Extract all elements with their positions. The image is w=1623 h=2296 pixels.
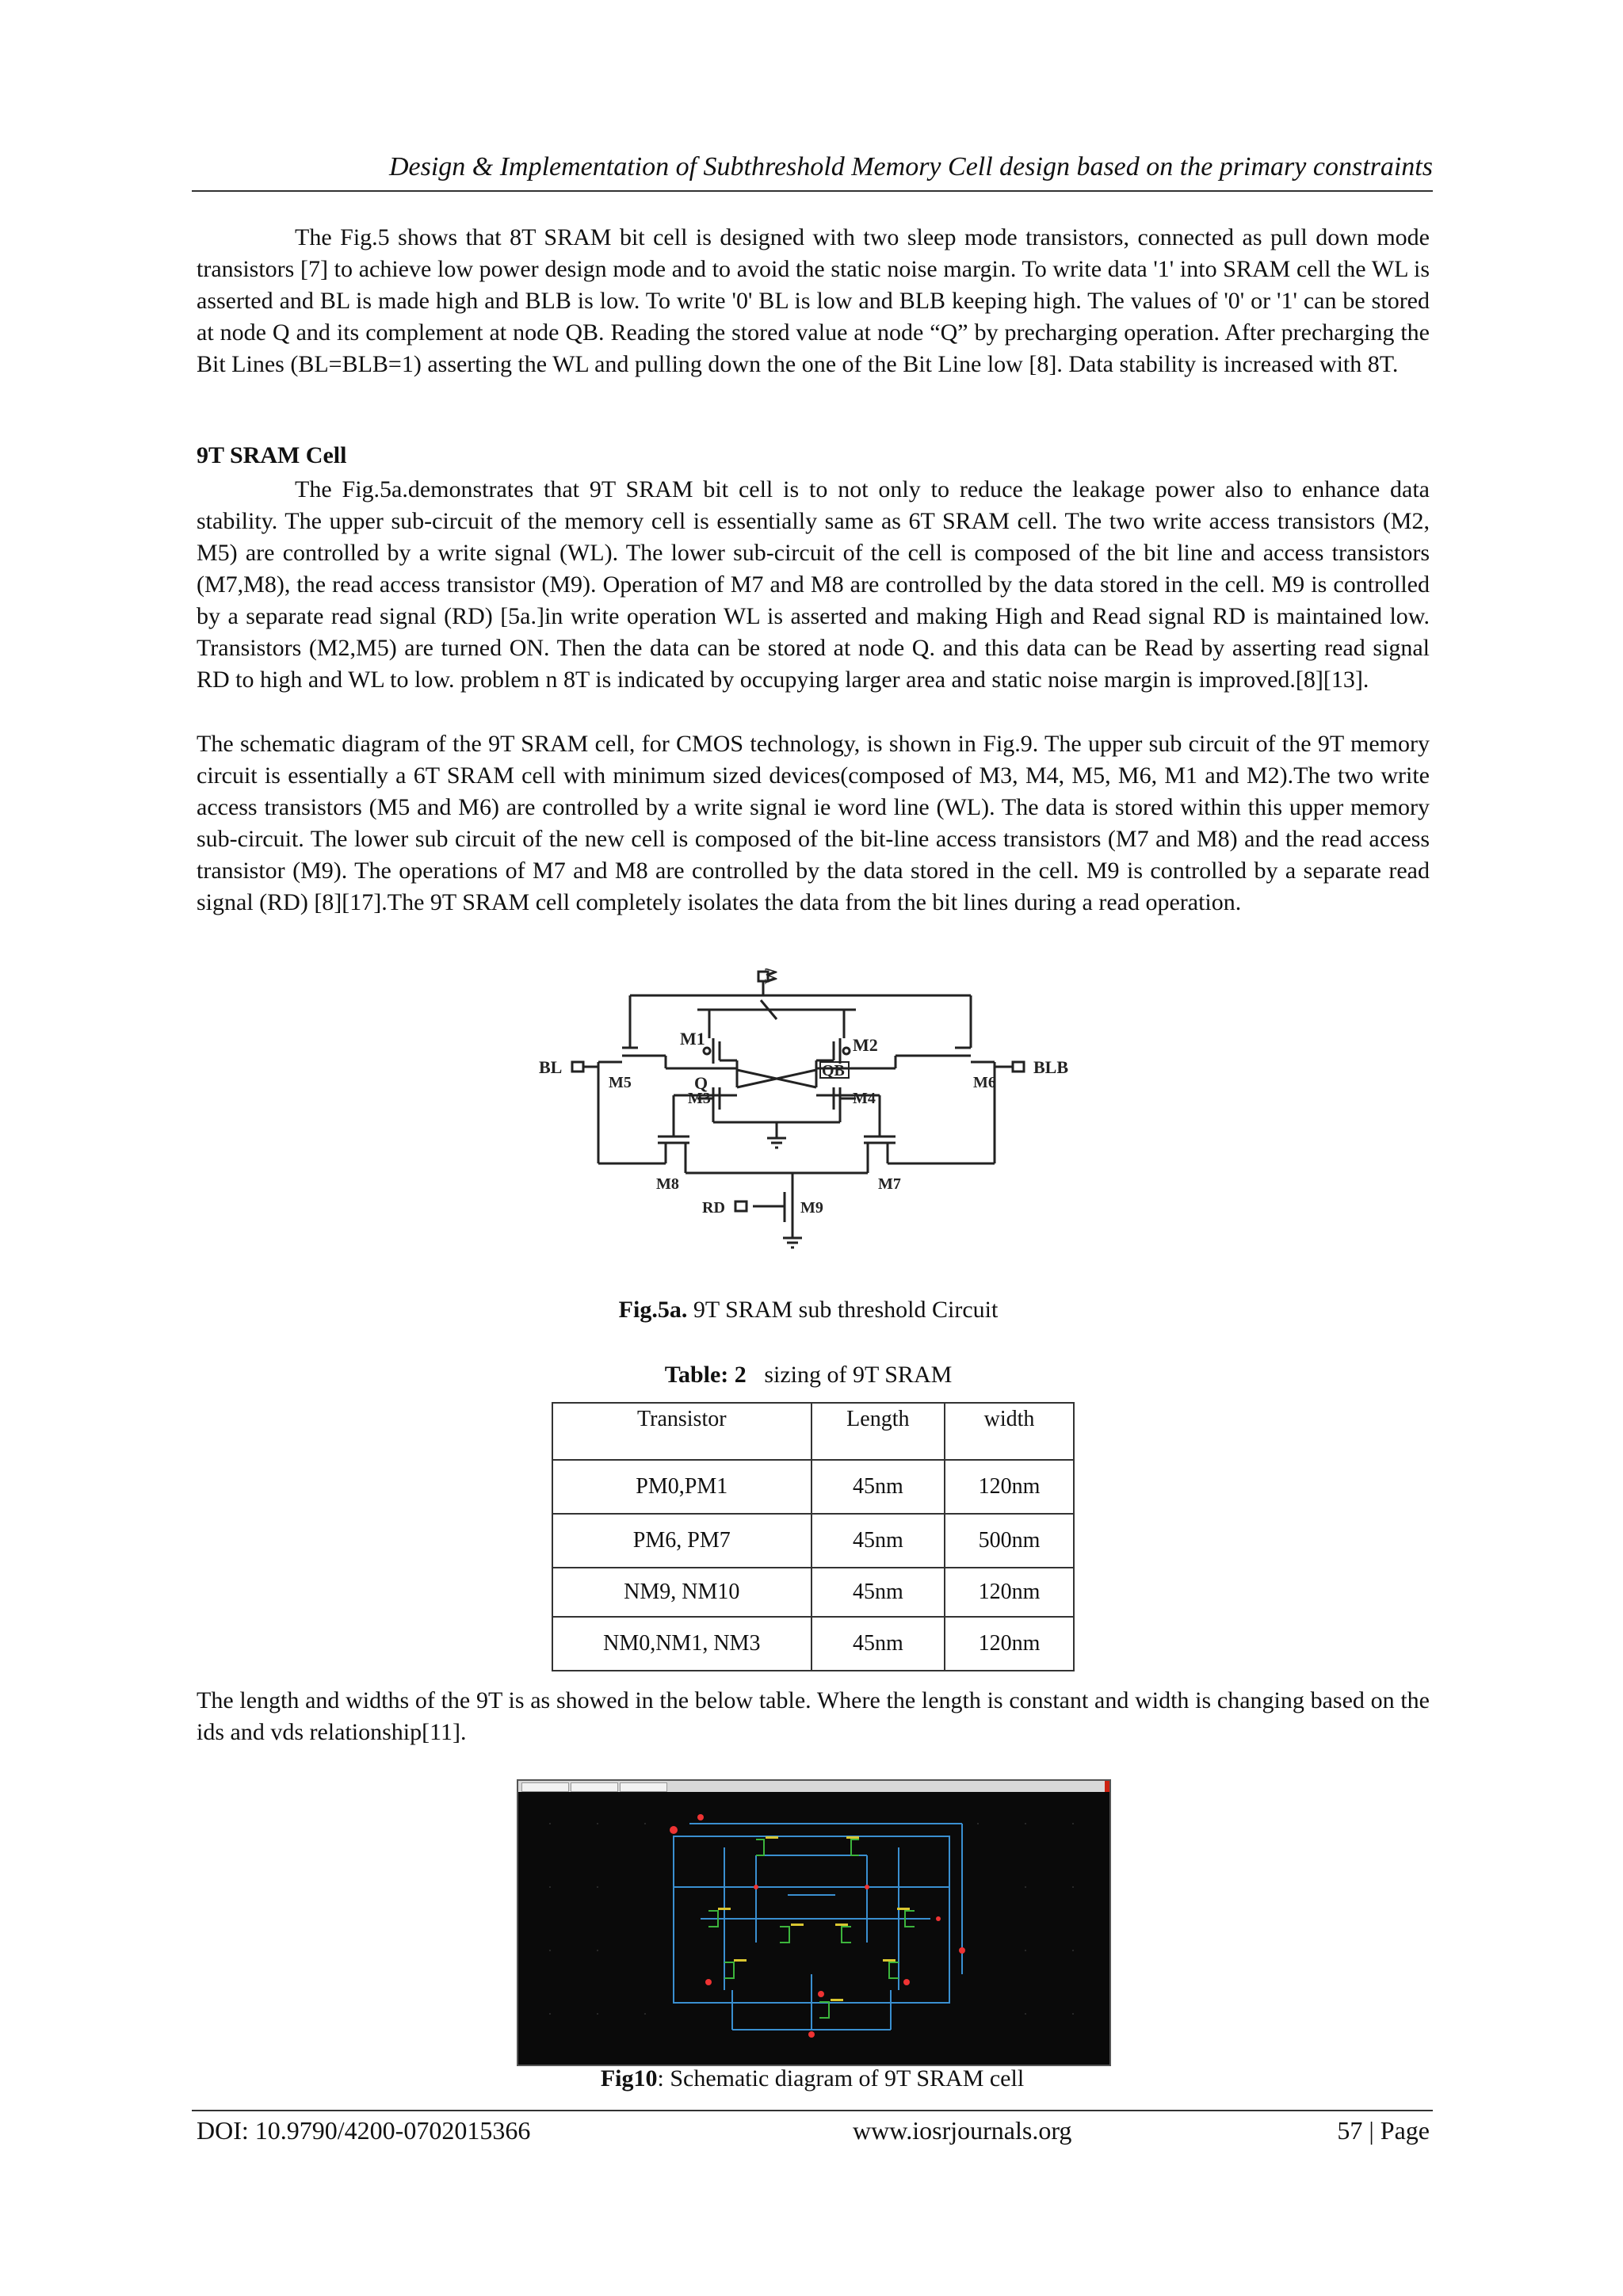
footer-page-number: 57 | Page (1337, 2116, 1430, 2145)
footer-rule (192, 2110, 1433, 2111)
table-cell: PM6, PM7 (552, 1514, 812, 1568)
svg-text:M6: M6 (973, 1074, 996, 1091)
table-cell: 120nm (945, 1617, 1074, 1671)
table-cell: 500nm (945, 1514, 1074, 1568)
table-cell: 120nm (945, 1568, 1074, 1617)
table-row (552, 1568, 1074, 1617)
paragraph-9t-overview: The Fig.5a.demonstrates that 9T SRAM bit cell is to not only to reduce the leakage power also to enhance data stability. The upper sub-circuit of the memory cell is essentially same as 6T SRAM cell. The two write access transistors (M2, M5) are controlled by a write signal (WL). The lower sub-circuit of the cell is composed of the bit line and access transistors (M7,M8), the read access transistor (M9). Operation of M7 and M8 are controlled by the data stored in the cell. M9 is controlled by a separate read signal (RD) [5a.]in write operation WL is asserted and making High and Read signal RD is maintained low. Transistors (M2,M5) are turned ON. Then the data can be stored at node Q. and this data can be Read by asserting read signal RD to high and WL to low. problem n 8T is indicated by occupying larger area and static noise margin is improved.[8][13]. (197, 476, 1430, 693)
table-cell: 45nm (812, 1514, 945, 1568)
table-cell: 45nm (812, 1568, 945, 1617)
section-heading-9t: 9T SRAM Cell (197, 442, 347, 468)
running-header: Design & Implementation of Subthreshold Memory Cell design based on the primary constraints (388, 152, 1433, 181)
table-row (552, 1460, 1074, 1514)
svg-text:RD: RD (702, 1199, 725, 1217)
table-header-cell: Length (812, 1403, 945, 1460)
sizing-table (552, 1402, 1075, 1671)
paragraph-8t-description: The Fig.5 shows that 8T SRAM bit cell is designed with two sleep mode transistors, connected as pull down mode transistors [7] to achieve low power design mode and to avoid the static noise margin. To write data '1' into SRAM cell the WL is asserted and BL is made high and BLB is low. To write '0' BL is low and BLB keeping high. The values of '0' or '1' can be stored at node Q and its complement at node QB. Reading the stored value at node “Q” by precharging operation. After precharging the Bit Lines (BL=BLB=1) asserting the WL and pulling down the one of the Bit Line low [8]. Data stability is increased with 8T. (197, 224, 1430, 377)
table-cell: NM9, NM10 (552, 1568, 812, 1617)
table-cell: 120nm (945, 1460, 1074, 1514)
figure-9t-circuit (539, 968, 1078, 1301)
svg-text:M9: M9 (800, 1199, 823, 1217)
table-header-cell: width (945, 1403, 1074, 1460)
svg-text:M5: M5 (609, 1074, 632, 1091)
header-rule (192, 190, 1433, 192)
bl-terminal (572, 1062, 583, 1072)
svg-text:BLB: BLB (1033, 1057, 1069, 1077)
figure-schematic-screenshot (517, 1779, 1111, 2066)
svg-text:M1: M1 (680, 1029, 705, 1049)
svg-text:Q: Q (694, 1073, 708, 1093)
paragraph-9t-schematic: The schematic diagram of the 9T SRAM cell, for CMOS technology, is shown in Fig.9. The upper sub circuit of the 9T memory circuit is essentially a 6T SRAM cell with minimum sized devices(composed of M3, M4, M5, M6, M1 and M2).The two write access transistors (M5 and M6) are controlled by a write signal ie word line (WL). The data is stored within this upper memory sub-circuit. The lower sub circuit of the new cell is composed of the bit-line access transistors (M7 and M8) and the read access transistor (M9). The operations of M7 and M8 are controlled by the data stored in the cell. M9 is controlled by a separate read signal (RD) [8][17].The 9T SRAM cell completely isolates the data from the bit lines during a read operation. (197, 731, 1430, 915)
footer-doi: DOI: 10.9790/4200-0702015366 (197, 2116, 531, 2145)
figure-caption-10: Fig10: Schematic diagram of 9T SRAM cell (600, 2065, 1025, 2092)
table-header-row (552, 1403, 1074, 1460)
table-caption: Table: 2 sizing of 9T SRAM (664, 1362, 953, 1388)
table-header-cell: Transistor (552, 1403, 812, 1460)
svg-text:QB: QB (822, 1062, 845, 1079)
paragraph-table-note: The length and widths of the 9T is as showed in the below table. Where the length is constant and width is changing based on the ids and vds relationship[11]. (197, 1687, 1430, 1745)
table-cell: NM0,NM1, NM3 (552, 1617, 812, 1671)
svg-text:M2: M2 (853, 1035, 878, 1055)
wl-label: WL (761, 968, 781, 984)
table-row (552, 1514, 1074, 1568)
cad-tab-bar (518, 1781, 1109, 1792)
figure-caption-5a: Fig.5a. 9T SRAM sub threshold Circuit (618, 1297, 999, 1323)
svg-text:M8: M8 (656, 1175, 679, 1193)
footer-website: www.iosrjournals.org (853, 2116, 1072, 2145)
table-row (552, 1617, 1074, 1671)
table-cell: PM0,PM1 (552, 1460, 812, 1514)
svg-text:BL: BL (539, 1057, 563, 1077)
rd-terminal (735, 1201, 747, 1211)
blb-terminal (1013, 1062, 1024, 1072)
table-cell: 45nm (812, 1617, 945, 1671)
svg-text:M3: M3 (688, 1090, 711, 1107)
svg-text:M4: M4 (853, 1090, 876, 1107)
svg-text:M7: M7 (878, 1175, 901, 1193)
table-cell: 45nm (812, 1460, 945, 1514)
